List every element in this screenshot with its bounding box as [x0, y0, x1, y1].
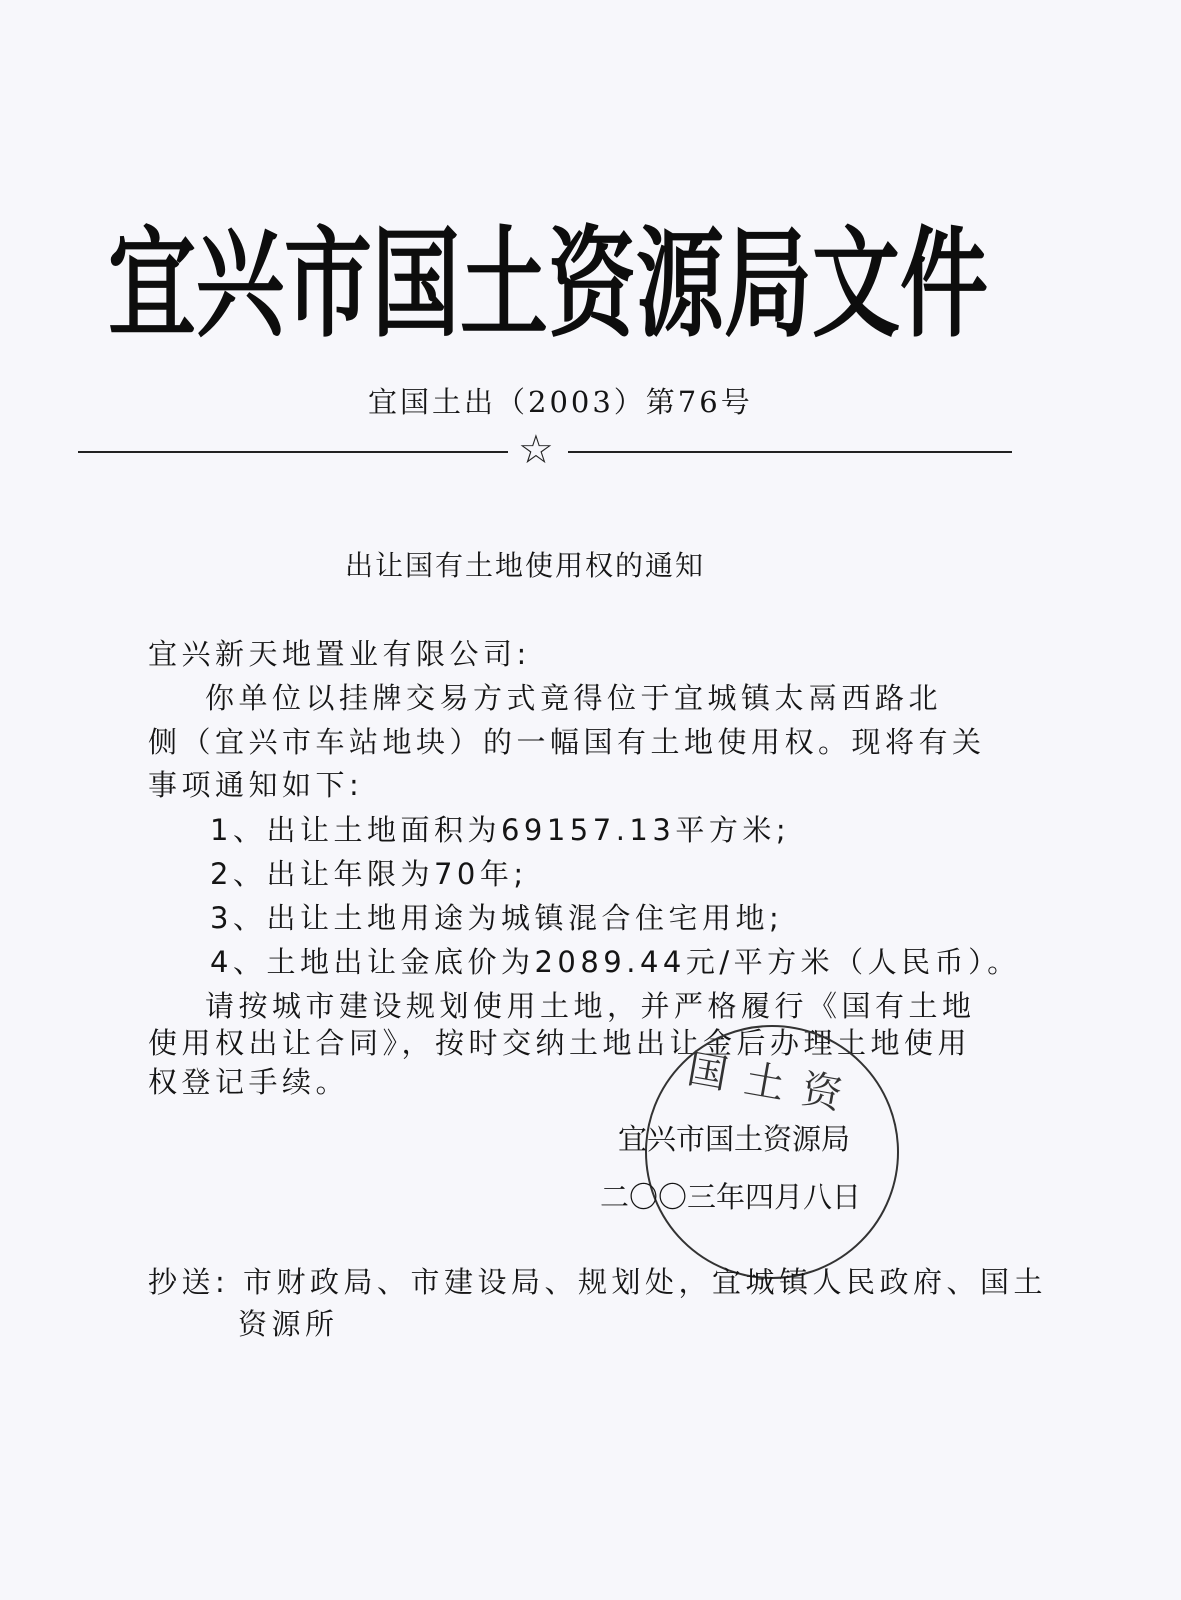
header-divider-right [568, 451, 1012, 453]
list-item: 2、出让年限为70年; [210, 857, 528, 891]
cc-line: 抄送: 市财政局、市建设局、规划处，宜城镇人民政府、国土 [148, 1265, 1047, 1299]
document-number: 宜国土出（2003）第76号 [368, 385, 753, 419]
paragraph-line: 侧（宜兴市车站地块）的一幅国有土地使用权。现将有关 [148, 725, 986, 759]
star-icon: ☆ [518, 427, 554, 473]
list-item: 4、土地出让金底价为2089.44元/平方米（人民币）。 [210, 945, 1021, 979]
list-item: 1、出让土地面积为69157.13平方米; [210, 813, 791, 847]
document-header-title: 宜兴市国土资源局文件 [108, 212, 989, 354]
paragraph-line: 你单位以挂牌交易方式竟得位于宜城镇太鬲西路北 [205, 681, 943, 715]
list-item: 3、出让土地用途为城镇混合住宅用地; [210, 901, 784, 935]
notice-subtitle: 出让国有土地使用权的通知 [345, 549, 706, 582]
paragraph-line: 权登记手续。 [148, 1065, 350, 1099]
cc-line: 资源所 [238, 1307, 339, 1341]
paragraph-line: 使用权出让合同》，按时交纳土地出让金后办理土地使用 [148, 1026, 972, 1060]
signature-organization: 宜兴市国土资源局 [618, 1122, 851, 1156]
paragraph-line: 事项通知如下: [148, 768, 364, 802]
header-divider-left [78, 451, 508, 453]
seal-text: 国土资 [683, 1046, 864, 1122]
recipient: 宜兴新天地置业有限公司: [148, 637, 531, 671]
paragraph-line: 请按城市建设规划使用土地，并严格履行《国有土地 [205, 989, 976, 1023]
signature-date: 二〇〇三年四月八日 [600, 1180, 862, 1214]
